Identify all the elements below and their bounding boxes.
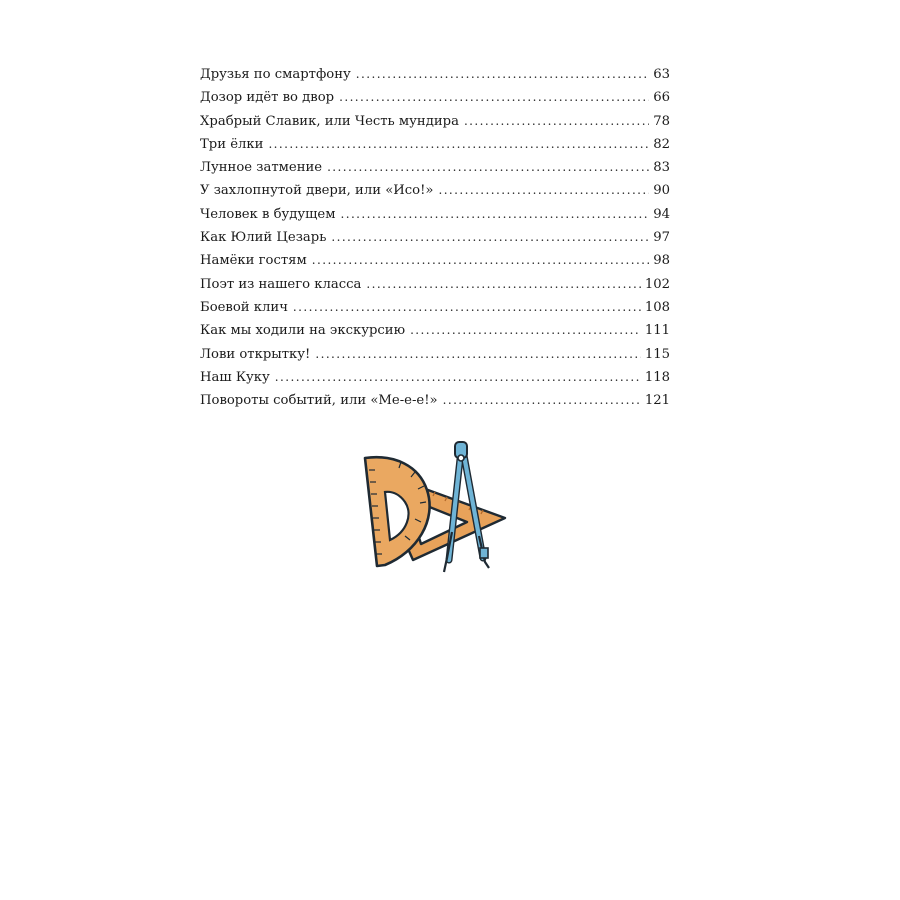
toc-entry-title: Лунное затмение xyxy=(200,160,323,176)
toc-dot-leader xyxy=(356,63,649,86)
toc-dot-leader xyxy=(341,203,650,226)
toc-dot-leader xyxy=(443,389,641,412)
toc-entry xyxy=(200,110,670,133)
toc-entry-page: 82 xyxy=(653,136,670,152)
toc-entry-page: 108 xyxy=(644,299,670,315)
toc-entry-title: Намёки гостям xyxy=(200,253,307,269)
toc-entry-title: Как мы ходили на экскурсию xyxy=(200,323,406,339)
toc-entry-title: Как Юлий Цезарь xyxy=(200,230,327,246)
toc-dot-leader xyxy=(327,156,649,179)
toc-entry-title: Повороты событий, или «Ме-е-е!» xyxy=(200,393,438,409)
toc-entry xyxy=(200,179,670,202)
toc-entry-page: 94 xyxy=(653,206,670,222)
toc-dot-leader xyxy=(312,249,649,272)
toc-entry-page: 121 xyxy=(644,393,670,409)
toc-entry xyxy=(200,133,670,156)
toc-entry-title: Храбрый Славик, или Честь мундира xyxy=(200,113,459,129)
toc-entry-title: Поэт из нашего класса xyxy=(200,276,362,292)
toc-entry-title: Дозор идёт во двор xyxy=(200,90,335,106)
toc-entry-title: Лови открытку! xyxy=(200,346,311,362)
toc-dot-leader xyxy=(315,343,640,366)
toc-entry-page: 98 xyxy=(653,253,670,269)
toc-entry xyxy=(200,203,670,226)
toc-entry xyxy=(200,86,670,109)
toc-dot-leader xyxy=(293,296,641,319)
toc-entry xyxy=(200,296,670,319)
drawing-tools-illustration xyxy=(355,440,515,580)
toc-entry xyxy=(200,63,670,86)
toc-dot-leader xyxy=(275,366,641,389)
toc-entry xyxy=(200,226,670,249)
toc-dot-leader xyxy=(366,273,640,296)
toc-entry xyxy=(200,249,670,272)
toc-entry xyxy=(200,343,670,366)
toc-entry xyxy=(200,366,670,389)
toc-entry-title: Друзья по смартфону xyxy=(200,67,351,82)
toc-dot-leader xyxy=(410,319,641,342)
toc-entry xyxy=(200,319,670,342)
toc-dot-leader xyxy=(331,226,649,249)
toc-entry-page: 102 xyxy=(644,276,670,292)
toc-entry-page: 118 xyxy=(644,369,670,385)
toc-entry-page: 115 xyxy=(644,346,670,362)
toc-entry-page: 78 xyxy=(653,113,670,129)
toc-entry-page: 111 xyxy=(644,323,670,339)
drawing-tools-icon xyxy=(355,440,515,580)
toc-entry-page: 66 xyxy=(653,90,670,106)
toc-entry-page: 83 xyxy=(653,160,670,176)
toc-dot-leader xyxy=(268,133,649,156)
toc-entry-title: Наш Куку xyxy=(200,369,270,385)
toc-entry xyxy=(200,389,670,412)
toc-entry-title: Три ёлки xyxy=(200,136,264,152)
toc-dot-leader xyxy=(438,179,649,202)
toc-entry-title: У захлопнутой двери, или «Исо!» xyxy=(200,183,434,199)
toc-entry xyxy=(200,273,670,296)
toc-dot-leader xyxy=(464,110,649,133)
toc-entry-page: 63 xyxy=(653,67,670,82)
toc-entry-page: 97 xyxy=(653,230,670,246)
toc-entry xyxy=(200,156,670,179)
toc-entry-page: 90 xyxy=(653,183,670,199)
toc-entry-title: Человек в будущем xyxy=(200,206,336,222)
toc-entry-title: Боевой клич xyxy=(200,299,288,315)
table-of-contents xyxy=(200,63,670,412)
toc-dot-leader xyxy=(339,86,649,109)
